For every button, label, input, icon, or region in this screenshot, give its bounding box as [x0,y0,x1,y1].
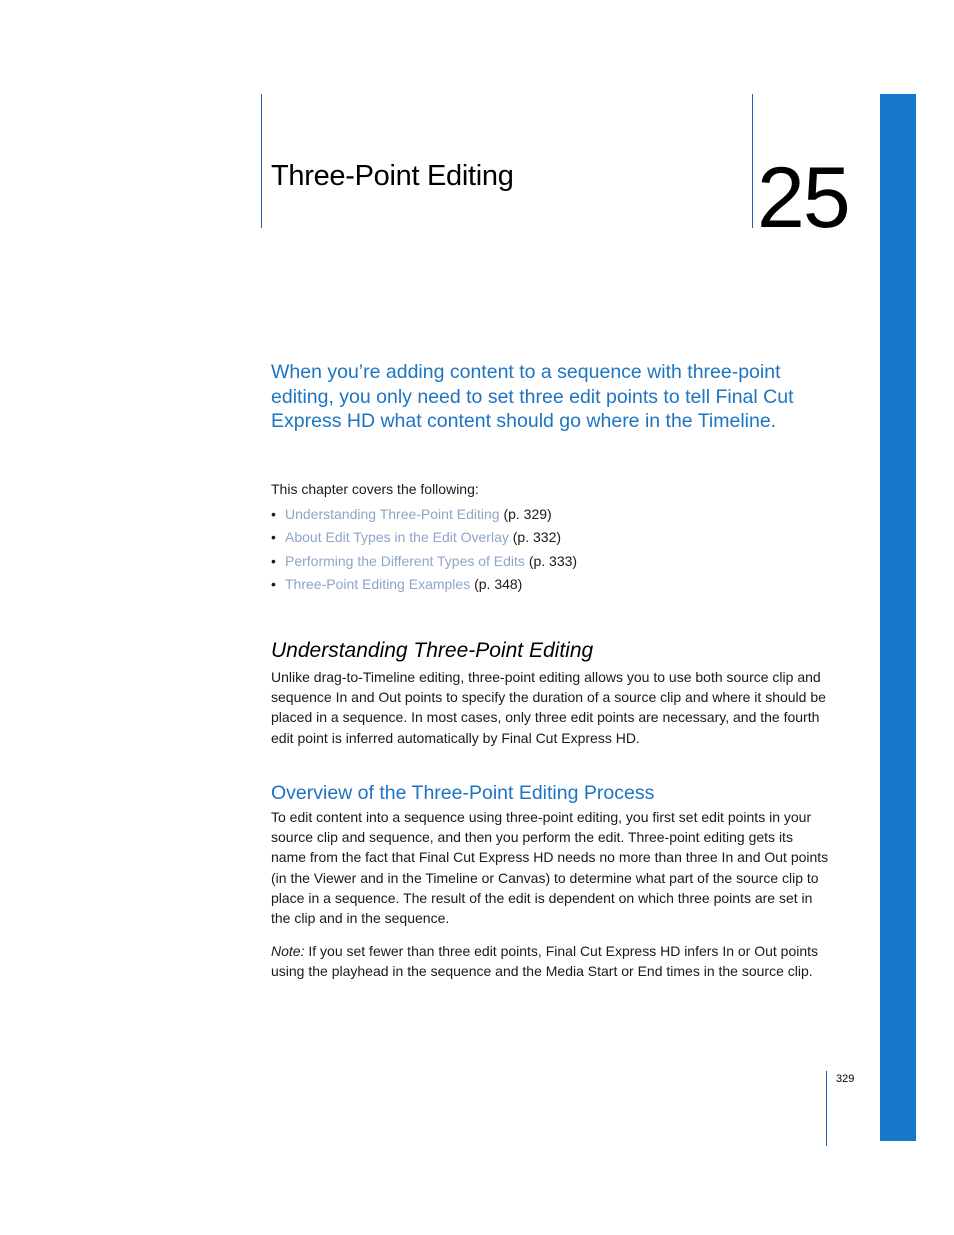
toc-page-ref: (p. 333) [528,552,578,569]
toc-link-edit-types[interactable]: About Edit Types in the Edit Overlay [285,529,509,546]
toc-item [271,573,577,596]
bullet-icon: • [271,506,276,522]
toc-page-ref: (p. 332) [512,529,562,546]
toc-link-understanding[interactable]: Understanding Three-Point Editing [285,506,500,522]
section-heading-understanding: Understanding Three-Point Editing [271,639,594,662]
toc-page-ref: (p. 329) [503,506,552,522]
section-heading-overview: Overview of the Three-Point Editing Process [271,782,655,804]
toc-link-performing-edits[interactable]: Performing the Different Types of Edits [285,552,525,569]
note-paragraph [271,941,831,981]
chapter-intro: When you’re adding content to a sequence with three-point editing, you only need to set three edit points to tell Final Cut Express HD what content should go where in the Timeline. [271,361,794,432]
bullet-icon: • [271,529,276,546]
page-number: 329 [836,1073,855,1085]
section-body-understanding: Unlike drag-to-Timeline editing, three-point editing allows you to use both source clip and sequence In and Out points to specify the duration of a source clip and where it should be placed in a sequence. In most cases, only three edit points are necessary, and the fourth edit point is inferred automatically by Final Cut Express HD. [271,669,826,746]
toc-item [271,550,577,573]
chapter-side-tab [880,94,916,1141]
bullet-icon: • [271,552,276,569]
section-body-overview: To edit content into a sequence using three-point editing, you first set edit points in your source clip and sequence, and then you perform the edit. Three-point editing gets its name from the fact that Final Cut Express HD needs no more than three In and Out points (in the Viewer and in the Timeline or Canvas) to determine what part of the source clip to place in a sequence. The result of the edit is dependent on which three points are set in the clip and in the sequence. [271,809,829,927]
toc-item [271,526,577,549]
chapter-header-rule-right [752,94,753,228]
chapter-number: 25 [757,150,849,246]
note-label: Note: [271,943,305,959]
toc-link-examples[interactable]: Three-Point Editing Examples [285,576,471,593]
contents-lead: This chapter covers the following: [271,481,479,497]
footer-rule [826,1071,827,1146]
chapter-contents-list [271,503,577,597]
chapter-header-rule-left [261,94,262,228]
note-text: If you set fewer than three edit points, Final Cut Express HD infers In or Out points using the playhead in the sequence and the Media Start or End times in the source clip. [271,943,819,980]
toc-page-ref: (p. 348) [474,576,523,593]
chapter-title: Three-Point Editing [271,160,514,192]
toc-item [271,503,577,526]
bullet-icon: • [271,576,276,593]
